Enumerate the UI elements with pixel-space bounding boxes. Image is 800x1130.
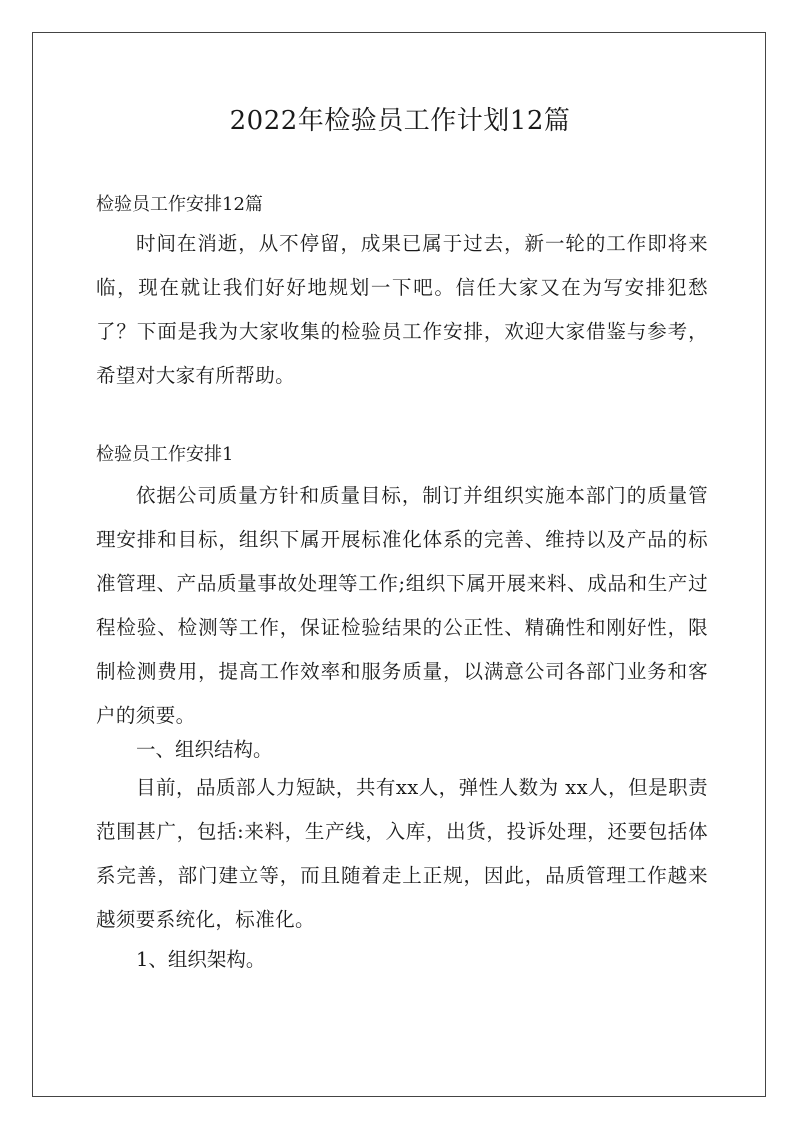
document-title: 2022年检验员工作计划12篇 — [229, 106, 571, 136]
list-item-heading: 1、组织架构。 — [136, 948, 266, 971]
section-heading: 检验员工作安排1 — [96, 444, 234, 465]
section-paragraph: 依据公司质量方针和质量目标，制订并组织实施本部门的质量管理安排和目标，组织下属开展标准化体系的完善、维持以及产品的标准管理、产品质量事故处理等工作;组织下属开展来料、成品和生产过程检验、检测等工作，保证检验结果的公正性、精确性和刚好性，限制检测费用，提高工作效率和服务质量，以满意公司各部门业务和客户的须要。 — [96, 484, 708, 727]
list-item-heading: 一、组织结构。 — [136, 738, 273, 761]
body-paragraph: 目前，品质部人力短缺，共有xx人，弹性人数为 xx人，但是职责范围甚广，包括:来料，生产线，入库，出货，投诉处理，还要包括体系完善，部门建立等，而且随着走上正规，因此，品质管理工作越来越须要系统化，标准化。 — [96, 776, 708, 931]
intro-paragraph: 时间在消逝，从不停留，成果已属于过去，新一轮的工作即将来临，现在就让我们好好地规划一下吧。信任大家又在为写安排犯愁了？下面是我为大家收集的检验员工作安排，欢迎大家借鉴与参考，希望对大家有所帮助。 — [96, 232, 708, 387]
subtitle: 检验员工作安排12篇 — [96, 194, 263, 215]
